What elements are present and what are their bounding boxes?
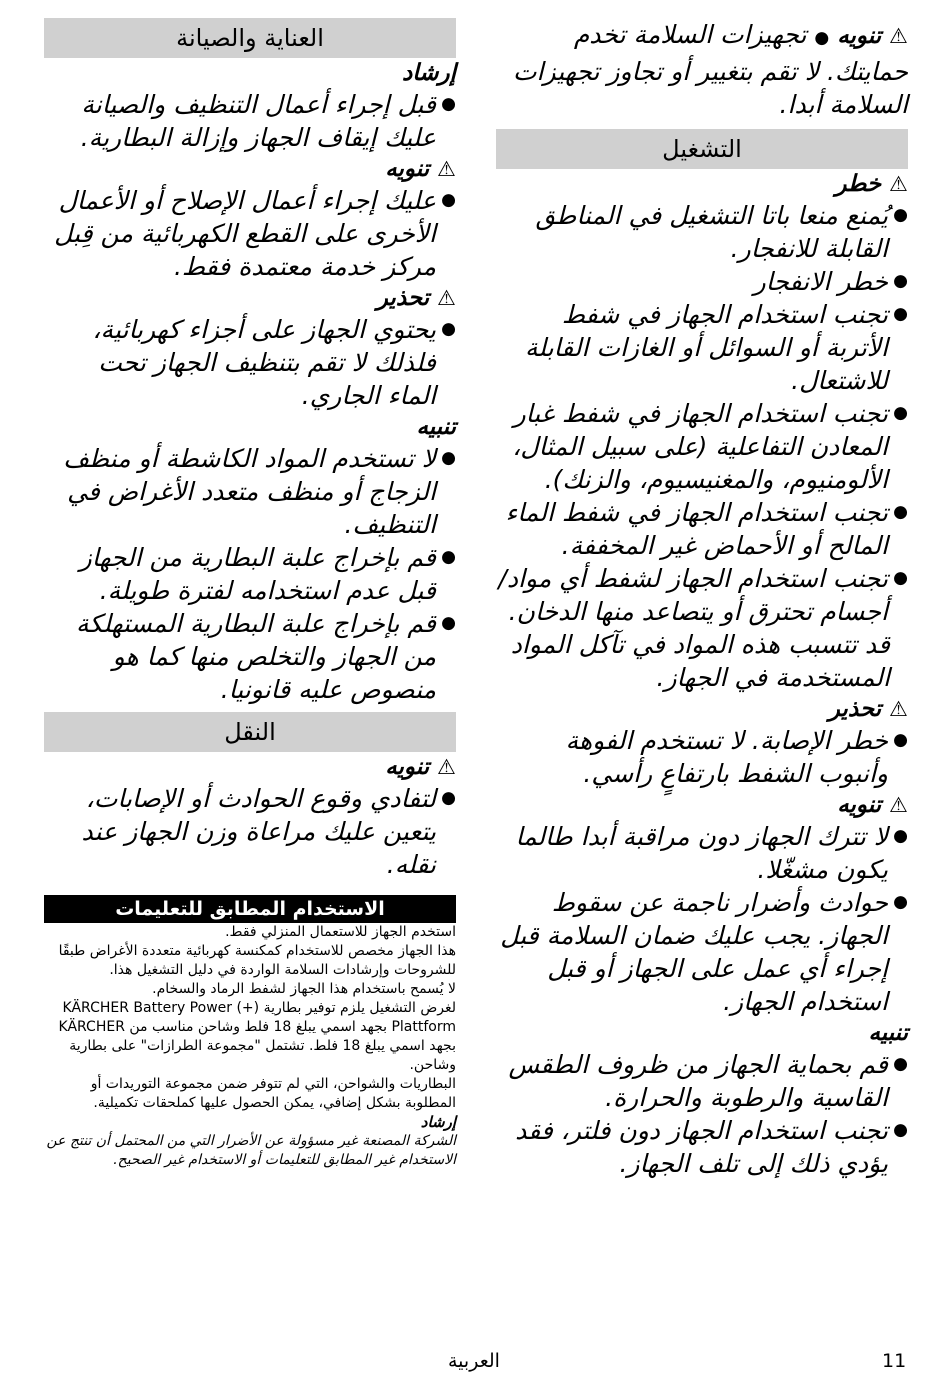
- list-item: ● لا تستخدم المواد الكاشطة أو منظف الزجاج أو منظف متعدد الأغراض في التنظيف.: [44, 442, 456, 541]
- intended-use-line: لغرض التشغيل يلزم توفير بطارية KÄRCHER Battery Power (+) Plattform بجهد اسمي يبلغ 18 فلط وشاحن مناسب من KÄRCHER بجهد اسمي يبلغ 18 فلط. تشتمل "مجموعة الطرازات" على بطارية وشاحن.: [58, 1000, 456, 1073]
- right-column: [496, 18, 908, 1180]
- list-item: ● تجنب استخدام الجهاز في شفط الأتربة أو السوائل أو الغازات القابلة للاشتعال.: [496, 298, 908, 397]
- list-item: ● تجنب استخدام الجهاز لشفط أي مواد/أجسام تحترق أو يتصاعد منها الدخان.: [496, 562, 908, 628]
- warning-triangle-icon: ⚠: [437, 157, 456, 181]
- safety-devices-text: تجهيزات السلامة تخدم حمايتك. لا تقم بتغيير أو تجاوز تجهيزات السلامة أبدا.: [513, 20, 908, 119]
- list-item: ● خطر الانفجار: [496, 265, 908, 298]
- warning-label: ⚠ تحذير: [828, 696, 908, 722]
- care-maintenance-heading: العناية والصيانة: [44, 18, 456, 58]
- notice-label: تنبيه: [416, 414, 456, 440]
- list-item: ● خطر الإصابة. لا تستخدم الفوهة وأنبوب الشفط بارتفاعٍ رأسي.: [496, 724, 908, 790]
- caution-label: ⚠ تنويه: [837, 23, 908, 49]
- notice-label: تنبيه: [868, 1020, 908, 1046]
- intended-use-line: هذا الجهاز مخصص للاستخدام كمكنسة كهربائية متعددة الأغراض طبقًا للشروحات وإرشادات السلامة الواردة في دليل التشغيل هذا.: [58, 943, 456, 978]
- liability-note: الشركة المصنعة غير مسؤولة عن الأضرار التي من المحتمل أن تنتج عن الاستخدام غير المطابق للتعليمات أو الاستخدام غير الصحيح.: [46, 1133, 456, 1168]
- transport-heading: النقل: [44, 712, 456, 752]
- list-item: ● يُمنع منعا باتا التشغيل في المناطق القابلة للانفجار.: [496, 199, 908, 265]
- safety-devices-note: [496, 18, 908, 121]
- guidance-label: إرشاد: [401, 60, 456, 86]
- list-item: ● يحتوي الجهاز على أجزاء كهربائية، فلذلك لا تقم بتنظيف الجهاز تحت الماء الجاري.: [44, 313, 456, 412]
- warning-triangle-icon: ⚠: [889, 172, 908, 196]
- list-item: ● قم بإخراج علبة البطارية المستهلكة من الجهاز والتخلص منها كما هو منصوص عليه قانونيا.: [44, 607, 456, 706]
- left-column: [44, 18, 456, 1170]
- warning-label: ⚠ تحذير: [376, 285, 456, 311]
- list-item: ● حوادث وأضرار ناجمة عن سقوط الجهاز. يجب عليك ضمان السلامة قبل إجراء أي عمل على الجهاز أو قبل استخدام الجهاز.: [496, 886, 908, 1018]
- list-item: ● تجنب استخدام الجهاز دون فلتر، فقد يؤدي ذلك إلى تلف الجهاز.: [496, 1114, 908, 1180]
- warning-triangle-icon: ⚠: [889, 24, 908, 48]
- list-item: ● تجنب استخدام الجهاز في شفط الماء المالح أو الأحماض غير المخففة.: [496, 496, 908, 562]
- list-item: ● قم بإخراج علبة البطارية من الجهاز قبل عدم استخدامه لفترة طويلة.: [44, 541, 456, 607]
- intended-use-line: البطاريات والشواحن، التي لم تتوفر ضمن مجموعة التوريدات أو المطلوبة بشكل إضافي، يمكن الحصول عليها كملحقات تكميلية.: [90, 1076, 456, 1111]
- list-item: ● عليك إجراء أعمال الإصلاح أو الأعمال الأخرى على القطع الكهربائية من قِبل مركز خدمة معتمدة فقط.: [44, 184, 456, 283]
- warning-triangle-icon: ⚠: [437, 755, 456, 779]
- caution-label: ⚠ تنويه: [385, 156, 456, 182]
- intended-use-line: استخدم الجهاز للاستعمال المنزلي فقط.: [225, 924, 456, 940]
- intended-use-heading: الاستخدام المطابق للتعليمات: [44, 895, 456, 923]
- warning-triangle-icon: ⚠: [889, 793, 908, 817]
- warning-triangle-icon: ⚠: [437, 286, 456, 310]
- intended-use-line: لا يُسمح باستخدام هذا الجهاز لشفط الرماد والسخام.: [152, 981, 456, 997]
- page-number: 11: [882, 1350, 907, 1372]
- list-item: ● قبل إجراء أعمال التنظيف والصيانة عليك إيقاف الجهاز وإزالة البطارية.: [44, 88, 456, 154]
- page-language: العربية: [448, 1350, 500, 1372]
- list-item: ● تجنب استخدام الجهاز في شفط غبار المعادن التفاعلية (على سبيل المثال، الألومنيوم، والمغنيسيوم، والزنك).: [496, 397, 908, 496]
- danger-label: ⚠ خطر: [835, 171, 908, 197]
- list-item: ● قم بحماية الجهاز من ظروف الطقس القاسية والرطوبة والحرارة.: [496, 1048, 908, 1114]
- bullet-icon: ●: [814, 28, 830, 48]
- list-item: ● لتفادي وقوع الحوادث أو الإصابات، يتعين عليك مراعاة وزن الجهاز عند نقله.: [44, 782, 456, 881]
- caution-label: ⚠ تنويه: [385, 754, 456, 780]
- guidance-label: إرشاد: [420, 1113, 456, 1131]
- caution-label: ⚠ تنويه: [837, 792, 908, 818]
- operation-heading: التشغيل: [496, 129, 908, 169]
- warning-triangle-icon: ⚠: [889, 697, 908, 721]
- list-item: ● لا تترك الجهاز دون مراقبة أبدا طالما يكون مشغّلا.: [496, 820, 908, 886]
- materials-note: قد تتسبب هذه المواد في تآكل المواد المستخدمة في الجهاز.: [510, 630, 890, 692]
